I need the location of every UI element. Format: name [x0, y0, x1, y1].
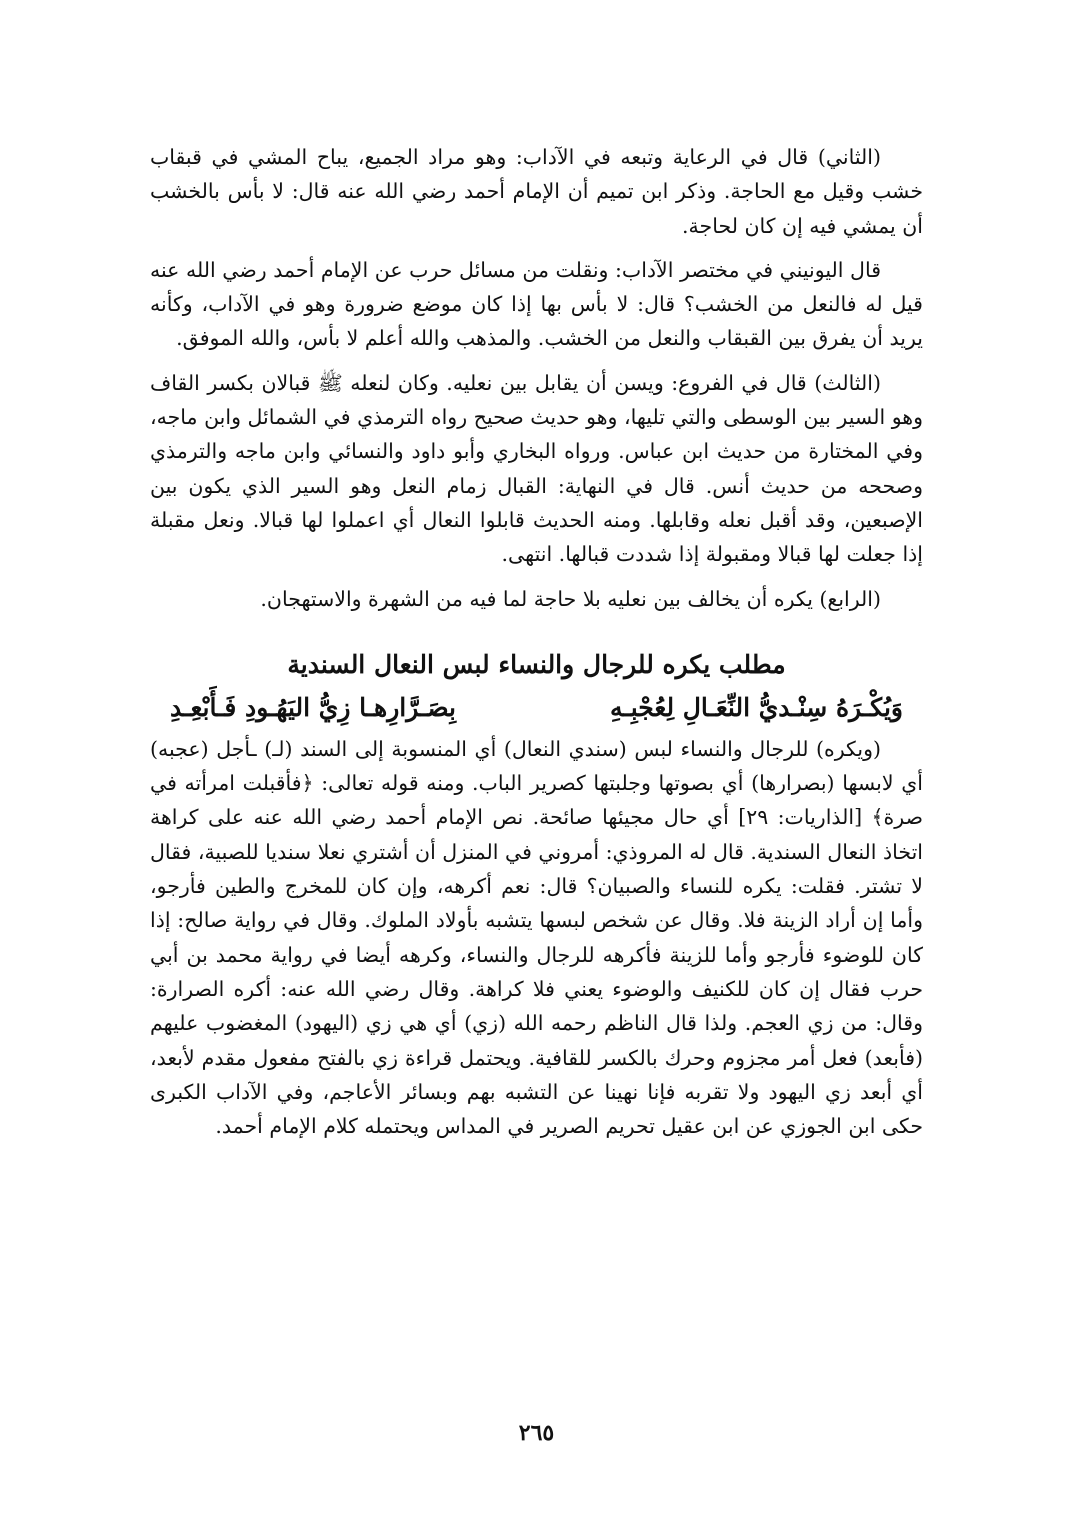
section-heading: مطلب يكره للرجال والنساء لبس النعال السندية [287, 649, 786, 679]
poem-verse [170, 693, 903, 722]
verse-second-hemistich: بِصَـرَّارِهـا زِيُّ اليَهُـودِ فَـأَبْعِـدِ [170, 692, 457, 722]
verse-first-hemistich: وَيُكْـرَهُ سِنْـديُّ النِّعَـالِ لِعُجْبِـهِ [609, 692, 903, 722]
paragraph-commentary: (ويكره) للرجال والنساء لبس (سندي النعال) أي المنسوبة إلى السند (لـ) ـأجل (عجبه) أي لابسها (بصرارها) أي بصوتها وجلبتها كصرير الباب. ومنه قوله تعالى: ﴿فأقبلت امرأته في صرة﴾ [الذاريات: ٢٩] أي حال مجيئها صائحة. نص الإمام أحمد رضي الله عنه على كراهة اتخاذ النعال السندية. قال له المروذي: أمروني في المنزل أن أشتري نعلا سنديا للصبية، فقال لا تشتر. فقلت: يكره للنساء والصبيان؟ قال: نعم أكرهه، وإن كان للمخرج والطين فأرجو، وأما إن أراد الزينة فلا. وقال عن شخص لبسها يتشبه بأولاد الملوك. وقال في رواية صالح: إذا كان للوضوء فأرجو وأما للزينة فأكرهه للرجال والنساء، وكرهه أيضا في رواية محمد بن أبي حرب فقال إن كان للكنيف والوضوء يعني فلا كراهة. وقال رضي الله عنه: أكره الصرارة: وقال: من زي العجم. ولذا قال الناظم رحمه الله (زي) أي هي زي (اليهود) المغضوب عليهم (فأبعد) فعل أمر مجزوم وحرك بالكسر للقافية. ويحتمل قراءة زي بالفتح مفعول مقدم لأبعد، أي أبعد زي اليهود ولا تقربه فإنا نهينا عن التشبه بهم وبسائر الأعاجم، وفي الآداب الكبرى حكى ابن الجوزي عن ابن عقيل تحريم الصرير في المداس ويحتمله كلام الإمام أحمد. [150, 736, 923, 1139]
paragraph-fourth: (الرابع) يكره أن يخالف بين نعليه بلا حاجة لما فيه من الشهرة والاستهجان. [260, 586, 881, 611]
paragraph-yunini: قال اليونيني في مختصر الآداب: ونقلت من مسائل حرب عن الإمام أحمد رضي الله عنه قيل له فالنعل من الخشب؟ قال: لا بأس بها إذا كان موضع ضرورة وهو في الآداب، وكأنه يريد أن يفرق بين القبقاب والنعل من الخشب. والمذهب والله أعلم لا بأس، والله الموفق. [150, 257, 923, 351]
page-number: ٢٦٥ [518, 1420, 555, 1446]
paragraph-second: (الثاني) قال في الرعاية وتبعه في الآداب: وهو مراد الجميع، يباح المشي في قبقاب خشب وقيل مع الحاجة. وذكر ابن تميم أن الإمام أحمد رضي الله عنه قال: لا بأس بالخشب أن يمشي فيه إن كان لحاجة. [150, 145, 923, 238]
paragraph-third: (الثالث) قال في الفروع: ويسن أن يقابل بين نعليه. وكان لنعله ﷺ قبالان بكسر القاف وهو السير بين الوسطى والتي تليها، وهو حديث صحيح رواه الترمذي في الشمائل وابن ماجه، وفي المختارة من حديث ابن عباس. ورواه البخاري وأبو داود والنسائي وابن ماجه والترمذي وصححه من حديث أنس. قال في النهاية: القبال زمام النعل وهو السير الذي يكون بين الإصبعين، وقد أقبل نعله وقابلها. ومنه الحديث قابلوا النعال أي اعملوا لها قبالا. ونعل مقبلة إذا جعلت لها قبالا ومقبولة إذا شددت قبالها. انتهى. [150, 370, 923, 567]
